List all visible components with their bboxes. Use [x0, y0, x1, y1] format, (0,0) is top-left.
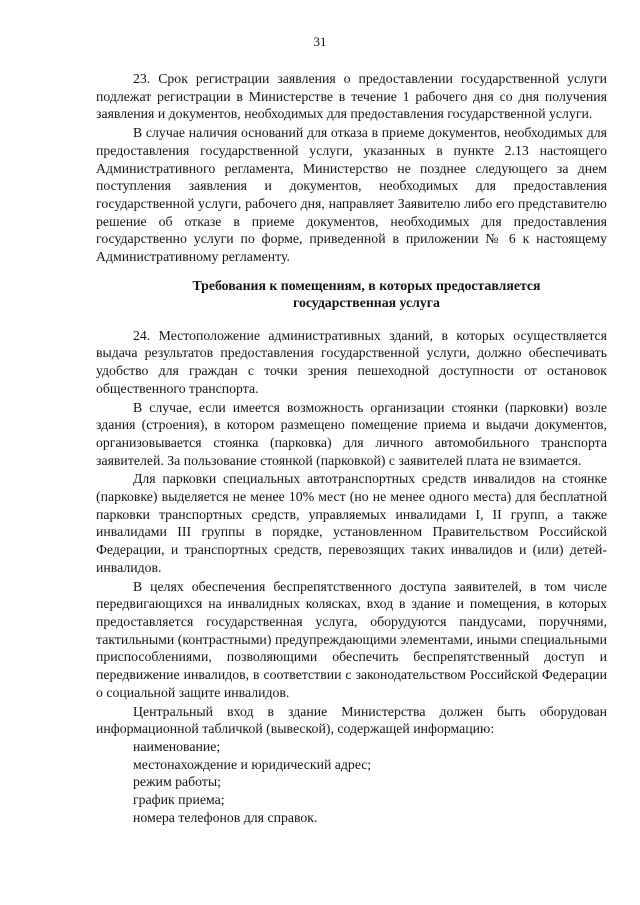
- paragraph-entrance-sign: Центральный вход в здание Министерства должен быть оборудован информационной табличкой (вывеской), содержащей информацию:: [96, 703, 607, 737]
- section-heading: [96, 277, 607, 311]
- paragraph-refusal: В случае наличия оснований для отказа в приеме документов, необходимых для предоставления государственной услуги, указанных в пункте 2.13 настоящего Административного регламента, Министерство не позднее следующего за днем поступления заявления и документов, необходимых для предоставления государственной услуги, рабочего дня, направляет Заявителю либо его представителю решение об отказе в приеме документов, необходимых для предоставления государственно услуги по форме, приведенной в приложении № 6 к настоящему Административному регламенту.: [96, 125, 607, 265]
- list-item: наименование;: [133, 738, 221, 754]
- section-heading-line-2: государственная услуга: [293, 294, 440, 310]
- section-heading-line-1: Требования к помещениям, в которых предоставляется: [192, 277, 541, 293]
- paragraph-23: 23. Срок регистрации заявления о предоставлении государственной услуги подлежат регистрации в Министерстве в течение 1 рабочего дня со дня получения заявления и документов, необходимых для предоставления государственной услуги.: [96, 71, 607, 122]
- paragraph-24: 24. Местоположение административных зданий, в которых осуществляется выдача результатов предоставления государственной услуги, должно обеспечивать удобство для граждан с точки зрения пешеходной доступности от остановок общественного транспорта.: [96, 327, 607, 396]
- paragraph-parking: В случае, если имеется возможность организации стоянки (парковки) возле здания (строения), в котором размещено помещение приема и выдачи документов, организовывается стоянка (парковка) для личного автомобильного транспорта заявителей. За пользование стоянкой (парковкой) с заявителей плата не взимается.: [96, 399, 607, 468]
- list-item: график приема;: [133, 792, 225, 808]
- sign-info-list: [96, 738, 607, 827]
- paragraph-accessibility: В целях обеспечения беспрепятственного доступа заявителей, в том числе передвигающихся на инвалидных колясках, вход в здание и помещения, в которых предоставляется государственная услуга, оборудуются пандусами, поручнями, тактильными (контрастными) предупреждающими элементами, иными специальными приспособлениями, позволяющими обеспечить беспрепятственный доступ и передвижение инвалидов, в соответствии с законодательством Российской Федерации о социальной защите инвалидов.: [96, 578, 607, 700]
- list-item: режим работы;: [133, 774, 222, 790]
- page-number: 31: [313, 34, 327, 49]
- list-item: номера телефонов для справок.: [133, 809, 318, 825]
- document-body: [96, 70, 607, 826]
- list-item: местонахождение и юридический адрес;: [133, 756, 372, 772]
- paragraph-disabled-parking: Для парковки специальных автотранспортных средств инвалидов на стоянке (парковке) выделяется не менее 10% мест (но не менее одного места) для бесплатной парковки транспортных средств, управляемых инвалидами I, II групп, а также инвалидами III группы в порядке, установленном Правительством Российской Федерации, и транспортных средств, перевозящих таких инвалидов и (или) детей-инвалидов.: [96, 471, 607, 575]
